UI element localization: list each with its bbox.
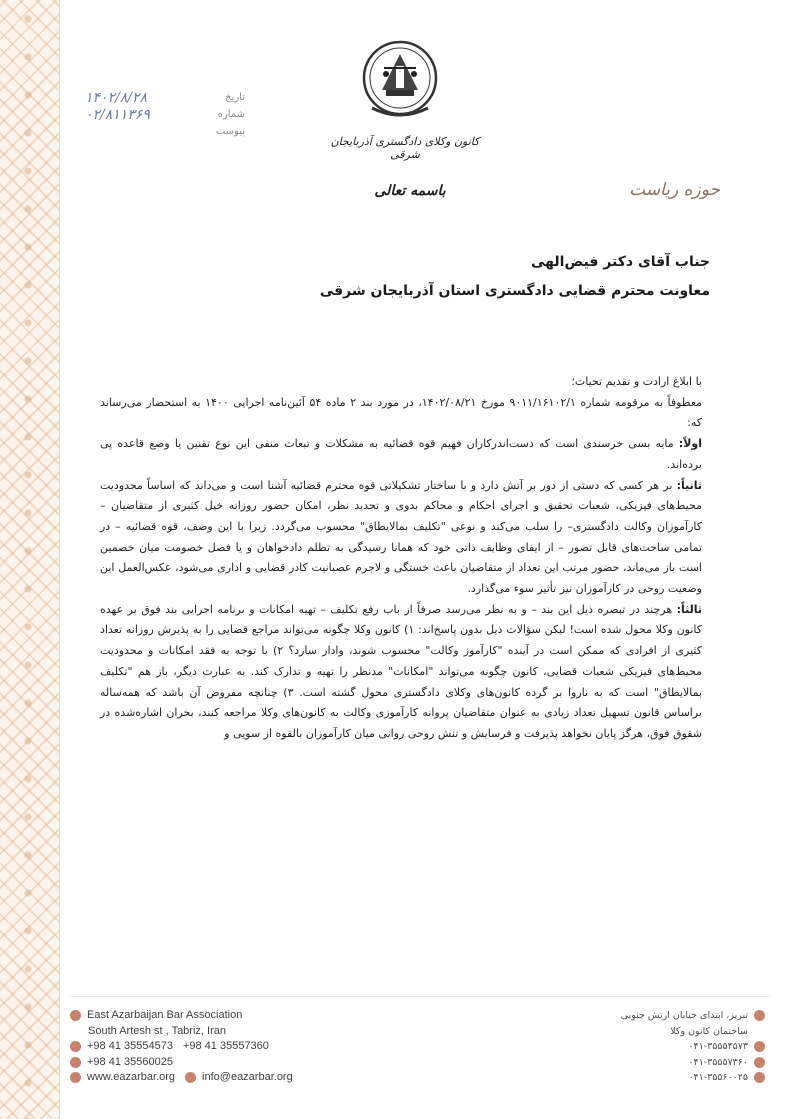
fax-number: +98 41 35560025 [87,1055,173,1068]
footer-web-row [70,1070,340,1086]
bar-association-emblem-icon [360,38,440,128]
number-label: شماره [217,109,245,120]
bismillah-heading: باسمه تعالی [374,183,446,199]
footer-fax-row [70,1055,340,1071]
letter-meta [85,92,245,143]
recipient-block [110,248,710,306]
phone-fa-icon [754,1041,765,1052]
address-fa-line2: ساختمان کانون وکلا [670,1025,748,1037]
footer-address-row [70,1024,340,1040]
footer-fa-address-row [560,1008,765,1024]
meta-number-row [85,109,245,126]
recipient-name: جناب آقای دکتر فیض‌الهی [531,254,710,270]
footer-contact-fa [560,1008,765,1086]
fax-icon [70,1057,81,1068]
website-link[interactable]: www.eazarbar.org [87,1071,176,1083]
fax-fa-icon [754,1072,765,1083]
decorative-border [0,0,60,1119]
phone-fa-icon-2 [754,1057,765,1068]
footer-fa-address-row-2 [560,1024,765,1040]
paragraph-second [100,476,702,600]
date-value: ۱۴۰۲/۸/۲۸ [85,90,148,106]
location-fa-icon [754,1010,765,1021]
attachment-label: پیوست [215,126,245,137]
footer-contact-en [70,1008,340,1086]
footer-phone-row [70,1039,340,1055]
phone-fa-2: ۰۴۱-۳۵۵۵۷۳۶۰ [688,1056,748,1068]
number-value: ۰۲/۸۱۱۳۶۹ [85,107,150,123]
email-icon [185,1072,196,1083]
org-name-en: East Azarbaijan Bar Association [87,1009,243,1021]
footer-fa-phone-row-1 [560,1039,765,1055]
phone-fa-1: ۰۴۱-۳۵۵۵۴۵۷۳ [688,1041,748,1052]
phone-2: +98 41 35557360 [182,1040,269,1052]
location-icon [70,1010,81,1021]
paragraph-first [100,434,702,475]
paragraph-second-text: بر هر کسی که دستی از دور بر آتش دارد و با ساختار تشکیلاتی قوه محترم قضائیه آشنا است و می‌داند که اساساً محدودیت محیط‌های فیزیکی، شعبات تحقیق و اجرای احکام و محاکم بدوی و تجدید نظر، امکان حضور روزانه خیل کثیری از متقاضیان –کارآموزان وکالت دادگستری– را سلب می‌کند و نوعی "تکلیف بمالایطاق" محسوب می‌گردد. زیرا با این وصف، قوه قضائیه – در تمامی ساحت‌های قابل تصور – از ایفای وظایف ذاتی خود که همانا رسیدگی به تظلم دادخواهان و یا فصل خصومت میان خصمین است باز می‌ماند، حضور مرتب این تعداد از متقاضیان باعث خستگی و لاجرم عصبانیت کادر قضایی و اداری می‌شود، عکس‌العمل این وضعیت روحی در کارآموزان نیز تأثیر سوء می‌گذارد. [100,478,702,596]
paragraph-third-text: هرچند در تبصره ذیل این بند – و به نظر می‌رسد صرفاً از باب رفع تکلیف – تهیه امکانات و برنامه اجرایی بند فوق بر عهده کانون وکلا محول شده است! لیکن سؤالات ذیل بدون پاسخ‌اند: ۱) کانون وکلا چگونه می‌تواند مراجع قضایی را به پذیرش روزانه تعداد کثیری از افرادی که ممکن است در آینده "کارآموز وکالت" محسوب شوند، وادار سازد؟ ۲) با توجه به فقد امکانات و محدودیت محیط‌های فیزیکی شعبات قضایی، کانون چگونه می‌تواند "امکانات" مدنظر را تهیه و تدارک کند. به عبارت دیگر، باز هم "تکلیف بمالایطاق" است که به ناروا بر گرده کانون‌های وکلای دادگستری محول گشته است. ۳) چنانچه مفروض آن باشد که همه‌ساله براساس قانون تسهیل تعداد زیادی به عنوان متقاضیان پروانه کارآموزی وکالت به کانون‌های وکلا مراجعه کنند، بحران اشاره‌شده در شقوق فوق، هرگز پایان نخواهد پذیرفت و فرسایش و تنش روحی روانی میان کارآموزان بالقوه از سویی و [100,602,702,740]
footer-fa-fax-row [560,1070,765,1086]
paragraph-first-text: مایه بسی خرسندی است که دست‌اندرکاران فهیم قوه قضائیه به مشکلات و تبعات منفی این نوع تقنین یا وضع قاعده پی برده‌اند. [100,437,702,471]
footer-divider [70,996,770,997]
date-label: تاریخ [225,92,245,103]
phone-icon [70,1041,81,1052]
address-en: South Artesh st , Tabriz, Iran [88,1024,226,1037]
email-link[interactable]: info@eazarbar.org [202,1071,293,1083]
intro-paragraph: معطوفاً به مرقومه شماره ۹۰۱۱/۱۶۱۰۲/۱ مورخ ۱۴۰۲/۰۸/۲۱، در مورد بند ۲ ماده ۵۴ آئین‌نامه اجرایی ۱۴۰۰ به استحضار می‌رساند که: [100,395,703,430]
paragraph-first-label: اولاً: [678,437,702,451]
greeting: با ابلاغ ارادت و تقدیم تحیات؛ [571,375,702,388]
address-fa-line1: تبریز، ابتدای خیابان ارتش جنوبی [620,1010,748,1021]
website-icon [70,1072,81,1083]
organization-name-fa: کانون وکلای دادگستری آذربایجان شرقی [330,135,480,161]
footer-fa-phone-row-2 [560,1055,765,1071]
recipient-title: معاونت محترم قضایی دادگستری استان آذربایجان شرقی [319,283,710,299]
fax-fa: ۰۴۱-۳۵۵۶۰۰۲۵ [688,1072,748,1083]
footer-org-row [70,1008,340,1024]
phone-1: +98 41 35554573 [87,1040,173,1052]
paragraph-third [100,600,702,745]
meta-attachment-row [85,126,245,143]
office-title: حوزه ریاست [629,180,720,200]
paragraph-third-label: ثالثاً: [676,602,702,616]
paragraph-second-label: ثانیاً: [676,478,702,492]
letter-body [100,372,702,745]
